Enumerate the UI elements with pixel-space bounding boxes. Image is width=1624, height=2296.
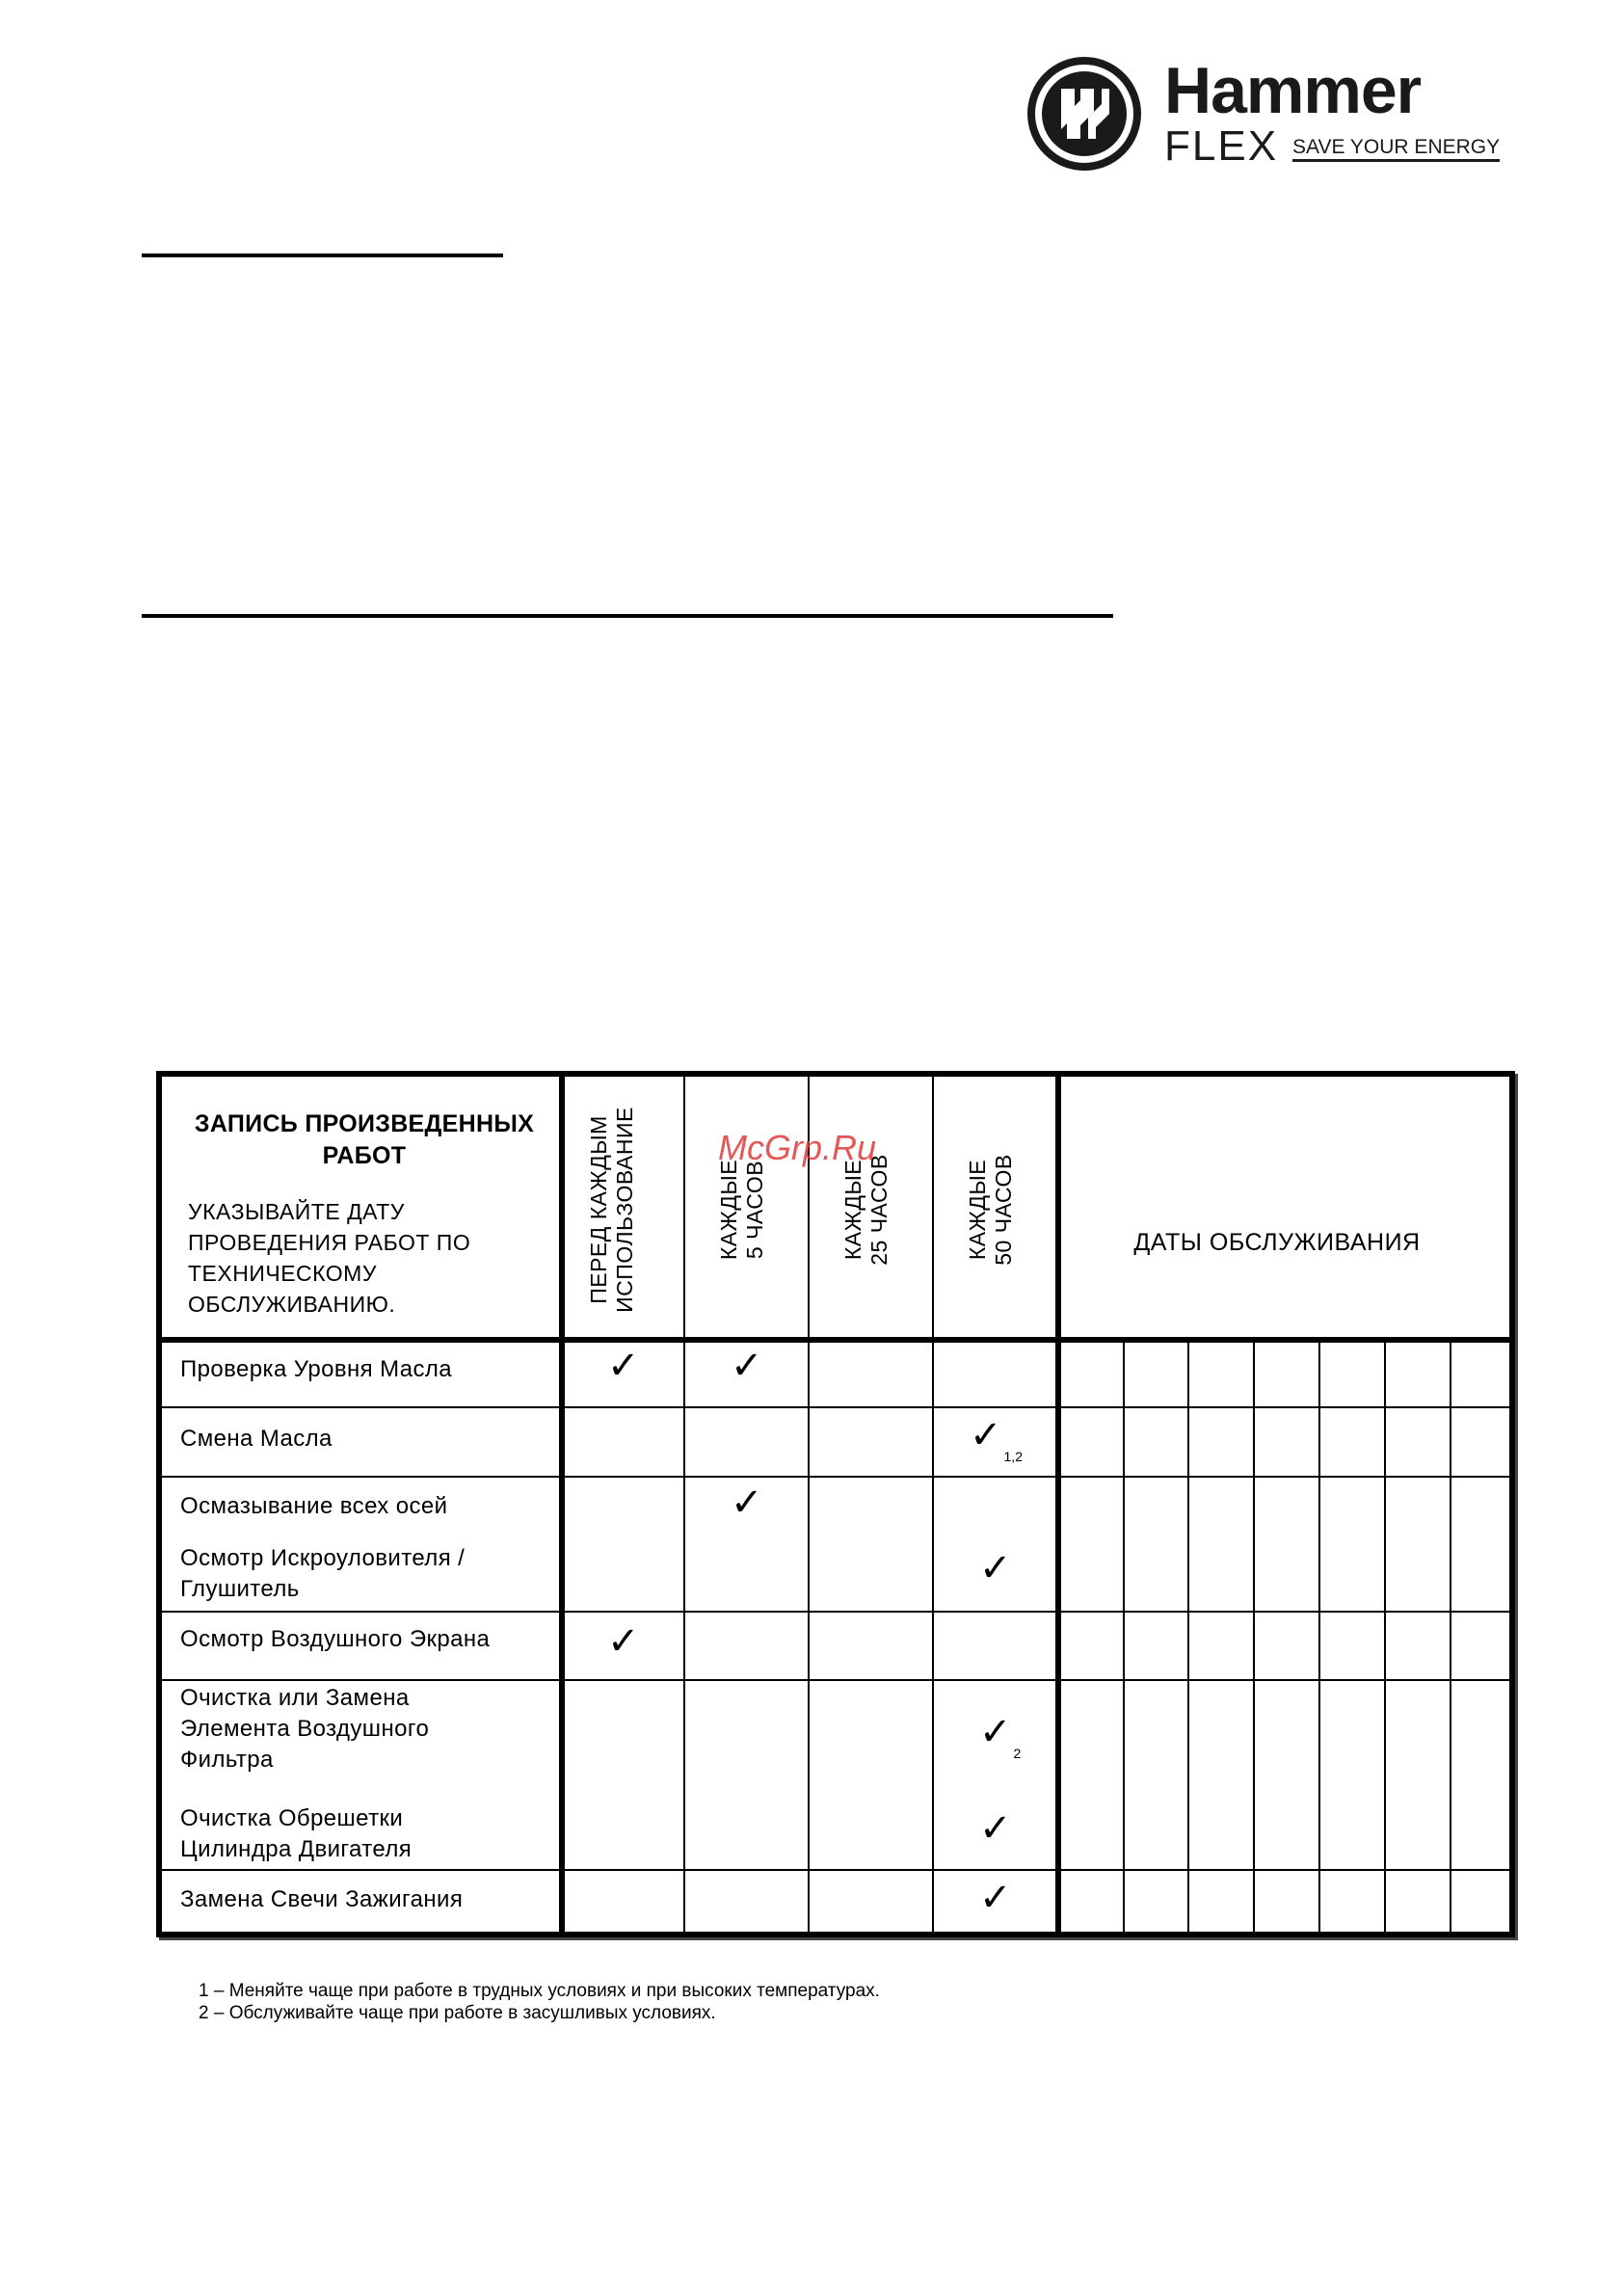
table-subtitle: УКАЗЫВАЙТЕ ДАТУ ПРОВЕДЕНИЯ РАБОТ ПО ТЕХНИЧЕСКОМУ ОБСЛУЖИВАНИЮ. [188, 1199, 471, 1317]
column-header-5-hours: КАЖДЫЕ 5 ЧАСОВ [716, 1159, 767, 1261]
column-header-before-use: ПЕРЕД КАЖДЫМ ИСПОЛЬЗОВАНИЕ [586, 1107, 637, 1313]
task-label: Замена Свечи Зажигания [180, 1886, 464, 1912]
logo-brand: Hammer [1164, 54, 1422, 127]
task-label: Осмотр Воздушного Экрана [180, 1626, 491, 1652]
check-mark-icon: ✓ [979, 1806, 1012, 1851]
check-mark-icon: ✓ [607, 1619, 640, 1664]
task-label: Очистка или Замена Элемента Воздушного Фильтра [180, 1685, 430, 1773]
dates-header: ДАТЫ ОБСЛУЖИВАНИЯ [1133, 1229, 1421, 1256]
check-mark-icon: ✓ [731, 1481, 763, 1525]
check-mark-icon: ✓ [731, 1344, 763, 1388]
column-header-50-hours: КАЖДЫЕ 50 ЧАСОВ [965, 1154, 1016, 1266]
footnote-2: 2 – Обслуживайте чаще при работе в засушливых условиях. [199, 2003, 716, 2023]
check-mark-icon: ✓ [979, 1546, 1012, 1590]
heading-underline-2 [142, 614, 1113, 618]
check-mark-icon: ✓ $_{1,2}$ [970, 1413, 1023, 1464]
logo-tagline: SAVE YOUR ENERGY [1292, 137, 1500, 162]
hammer-emblem-icon [1026, 56, 1142, 172]
task-label: Проверка Уровня Масла [180, 1356, 453, 1382]
task-label: Смена Масла [180, 1426, 333, 1452]
table-title: ЗАПИСЬ ПРОИЗВЕДЕННЫХ РАБОТ [194, 1110, 535, 1169]
footnote-ref: 1,2 [1003, 1449, 1023, 1464]
watermark: McGrp.Ru [718, 1128, 877, 1167]
column-header-25-hours: КАЖДЫЕ 25 ЧАСОВ [840, 1154, 892, 1266]
check-mark-icon: ✓ $_2$ [979, 1710, 1022, 1761]
logo-flex: FLEX [1164, 122, 1279, 170]
hammer-flex-logo [1026, 54, 1501, 172]
task-label: Осмотр Искроуловителя / Глушитель [180, 1545, 466, 1602]
task-label: Очистка Обрешетки Цилиндра Двигателя [180, 1805, 413, 1862]
heading-underline-1 [142, 254, 503, 257]
check-mark-icon: ✓ [607, 1344, 640, 1388]
task-label: Осмазывание всех осей [180, 1493, 448, 1519]
footnote-ref: 2 [1013, 1746, 1022, 1761]
maintenance-schedule-table [156, 1071, 1515, 1937]
footnote-1: 1 – Меняйте чаще при работе в трудных условиях и при высоких температурах. [199, 1981, 880, 2001]
check-mark-icon: ✓ [979, 1876, 1012, 1920]
